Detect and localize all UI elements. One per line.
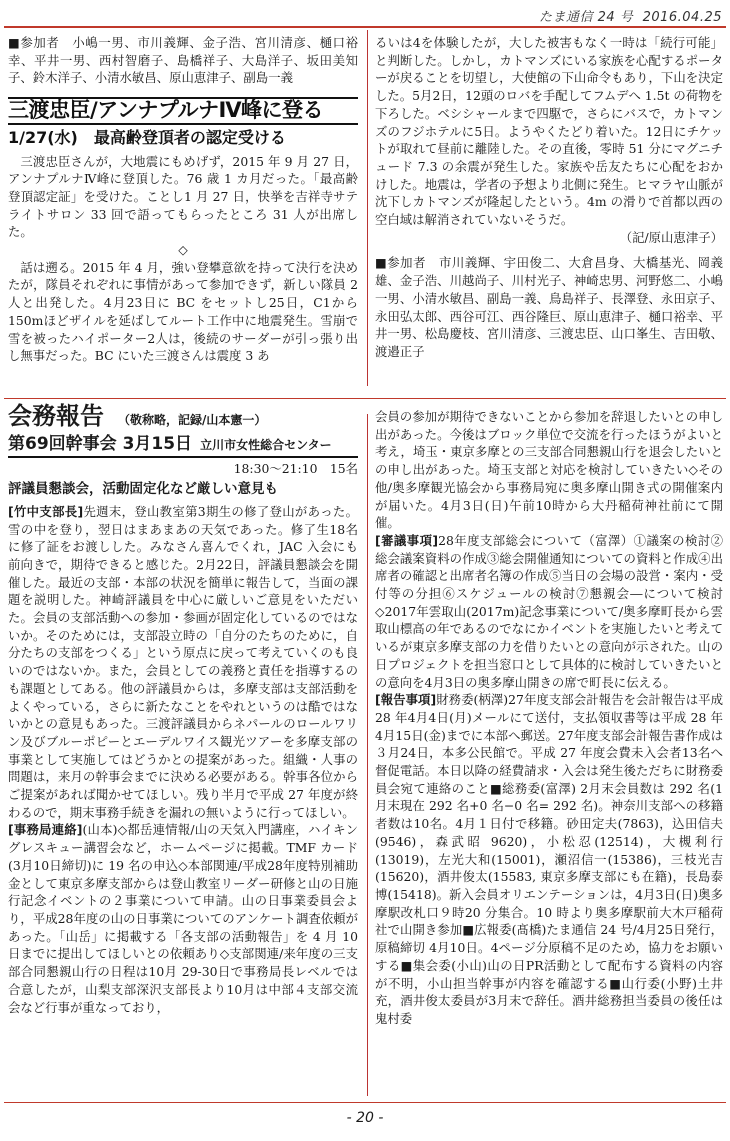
story-paragraph-3: るいは4を体験したが，大した被害もなく一時は「続行可能」と判断した。しかし，カトマンズにいる家族を心配するポーターが戻ることを切望し，大使館の下山命令もあり，下山を決定した。5月2日，12頭のロバを手配してフムデへ 1.5t の荷物を下ろした。ベシシャールまで四駆で，さらにバスで，カトマンズのフジホテルに5日。ようやくたどり着いた。12日にチケットが取れて昼前に離陸した。その直後，零時 51 分にマグニチュード 7.3 の余震が発生した。家族や岳友たちに心配をおかけした。地震は，学者の予想より北側に発生。ヒマラヤ山脈が沈下しカトマンズが隆起したという。4m の滑りで首都以西の空白域は解消されていないそうだ。 — [375, 35, 723, 228]
report-text-4: 28年度支部総会について（富澤）①議案の検討②総会議案資料の作成③総会開催通知についての資料と作成④出席者の確認と出席者名簿の作成⑤当日の会場の設営・案内・受付等の分担⑥スケジュールの検討⑦懇親会―について検討◇2017年雲取山(2017m)記念事業について/奥多摩町長から雲取山標高の年であるのでなにかイベントを実施したいと考えているが東京多摩支部の力を借りたいとの意向が示された。山の日プロジェクトを担当窓口として具体的に検討していきたいとの意向を4月3日の奥多摩山開きの席で町長に伝える。 — [375, 532, 723, 690]
story-separator: ◇ — [178, 242, 188, 258]
column-divider-bottom — [367, 414, 368, 1096]
story-author: （記/原山恵津子） — [619, 229, 723, 245]
meeting-time: 18:30～21:10 15名 — [233, 461, 358, 477]
report-title: 会務報告 — [8, 402, 104, 430]
tag-reports: [報告事項] — [375, 692, 437, 708]
meeting-heading — [8, 433, 358, 459]
tag-deliberation: [審議事項] — [375, 532, 439, 548]
report-column-right — [375, 408, 723, 1028]
issue-label: たま通信 24 号 — [538, 10, 634, 25]
story-subtitle: 1/27(水) 最高齢登頂者の認定受ける — [8, 127, 286, 147]
story-paragraph-1: 三渡忠臣さんが，大地震にもめげず，2015 年 9 月 27 日，アンナプルナⅣ峰に登頂した。76 歳 1 カ月だった。「最高齢登頂認定証」を受けた。ことし1 月 27 日，快挙を吉祥寺サテライトサロン 33 回で語ってもらったところ 31 人が出席した。 — [8, 153, 358, 240]
footer-rule — [4, 1102, 726, 1103]
report-subtitle: （敬称略，記録/山本憲一） — [118, 413, 267, 427]
report-text-5: 財務委(柄澤)27年度支部会計報告を会計報告は平成 28 年4月4日(月)メールにて送付，支払領収書等は平成 28 年4月15日(金)までに本部へ郵送。27年度支部会計報告書作成は３月24日，本多公民館で。平成 27 年度会費未入会者13名へ督促電話。本日以降の経費請求・入会は発生後ただちに財務委員会宛て連絡のこと■総務委(富澤) 2月末会員数は 292 名(1月末現在 292 名+0 名−0 名= 292 名)。神奈川支部への移籍者数は10名。4月１日付で移籍。砂田定夫(7863)，込田信夫(9546)，森武昭 9620)，小松忍(12514)，大槻利行(13019)，左光大和(15001)，瀬沼信一(15386)，三枝光吉(15620)，酒井俊太(15583, 東京多摩支部にも在籍)，長島泰博(15418)。新入会員オリエンテーションは，4月3日(日)奥多摩駅改札口９時20 分集合。10 時より奥多摩駅前大木戸稲荷社で山開き参加■広報委(髙橋)たま通信 24 号/4月25日発行，原稿締切 4月10日。4ページ分原稿不足のため，協力をお願いする■集会委(小山)山の日PR活動として配布する資料の内容が不明，小山担当幹事が内容を確認する■山行委(小野)土井充，酒井俊太委員が3月末で辞任。酒井総務担当委員の後任は鬼村委 — [375, 692, 724, 1026]
report-text-2: (山本)◇都岳連情報/山の天気入門講座，ハイキングレスキュー講習会など，ホームページに掲載。TMF カード(3月10日締切)に 19 名の申込◇本部関連/平成28年度特別補助金として東京多摩支部からは登山教室リーダー研修と山の日施行記念イベントの２事業について申請。山の日事業委員会より，平成28年度の山の日事業についてのアンケート調査依頼があった。「山岳」に掲載する「各支部の活動報告」を 4 月 10 日までに提出してほしいとの依頼あり◇支部関連/来年度の三支部合同懇親山行の日程は10月 29-30日で事務局長レベルでは合意したが，山梨支部深沢支部長より10月は中部４支部交流会など行事が重なっており， — [8, 822, 358, 1015]
issue-date: 2016.04.25 — [642, 10, 722, 25]
tag-secretariat: [事務局連絡] — [8, 822, 83, 838]
meeting-location: 立川市女性総合センター — [200, 437, 332, 452]
participants-top: ■参加者 小嶋一男、市川義輝、金子浩、宮川清彦、樋口裕幸、平井一男、西村智磨子、島橋祥子、大島洋子、坂田美知子、鈴木洋子、小清水敏昌、原山恵津子、副島一義 — [8, 35, 358, 86]
column-divider-top — [367, 30, 368, 386]
meeting-title: 第69回幹事会 3月15日 — [8, 433, 193, 454]
page-number: - 20 - — [346, 1110, 384, 1126]
tag-branch-head: [竹中支部長] — [8, 503, 84, 519]
report-item-4 — [375, 532, 723, 691]
page-header — [539, 6, 722, 25]
report-item-1 — [8, 503, 358, 822]
header-rule — [4, 26, 726, 28]
story-title: 三渡忠臣/アンナプルナⅣ峰に登る — [8, 97, 358, 125]
report-column-left — [8, 402, 358, 1016]
story-column-right — [375, 34, 723, 361]
report-subhead: 評議員懇談会，活動固定化など厳しい意見も — [8, 481, 278, 498]
report-item-2 — [8, 821, 358, 1016]
section-divider — [4, 398, 726, 399]
report-item-5 — [375, 691, 723, 1027]
participants-right: ■参加者 市川義輝、宇田俊二、大倉昌身、大橋基光、岡義雄、金子浩、川越尚子、川村光子、神崎忠男、河野悠二、小嶋一男、小清水敏昌、副島一義、鳥島祥子、長澤登、永田京子、永田弘太郎、西谷可江、西谷隆巨、原山恵津子、樋口裕幸、平井一男、松島慶枝、宮川清彦、三渡忠臣、山口峯生、吉田敬、渡邉正子 — [375, 255, 723, 359]
story-column-left — [8, 34, 358, 365]
report-text-3: 会員の参加が期待できないことから参加を辞退したいとの申し出があった。今後はブロック単位で交流を行ったほうがよいと考え，埼玉・東京多摩との三支部合同懇親山行を退会したいとの申し出があった。埼玉支部と対応を検討していきたい◇その他/奥多摩観光協会から事務局宛に奥多摩山開き式の開催案内が届いた。4月3日(日)午前10時から大丹稲荷神社前にて開催。 — [375, 409, 723, 531]
story-paragraph-2: 話は遡る。2015 年 4 月，強い登攀意欲を持って決行を決めたが，隊員それぞれに事情があって参加できず，新しい隊員 2 人と出発した。4月23日に BC をセットし25日，C1から150mほどザイルを延ばしてルート工作中に地震発生。雪崩で雪を被ったハイポーター2人は，後続のサーダーが引っ張り出し無事だった。BC にいた三渡さんは震度 3 あ — [8, 259, 358, 364]
report-text-1: 先週末，登山教室第3期生の修了登山があった。雪の中を登り，翌日はまあまあの天気であった。修了生18名に修了証をお渡しした。みなさん喜んでくれ，JAC 入会にも前向きで，期待できると感じた。2月22日，評議員懇談会を開催した。最近の支部・本部の状況を簡単に報告して，当面の課題を説明した。神崎評議員を中心に厳しいご意見をいただいた。会員の支部活動への参加・参画が固定化しているのではないか。そのためには，支部設立時の「自分のたちのために，自分たちの支部をつくる」という原点に戻って考えていくのも良いのではないか。また，会員としての義務と責任を指導するのも課題としてある。他の評議員からは，多摩支部は支部活動をよくやっている，さらに新たなことをやれというのは酷ではないかとの意見もあった。三渡評議員からネパールのロールワリン及びブルーポピーとエーデルワイス観光ツアーを多摩支部の事業として実施してはどうかとの提案があった。組織・人事の問題は，来月の幹事会までに決める必要がある。幹事各位からご提案があれば聞かせてほしい。残り半月で平成 27 年度が終わるので，期末事務手続きを漏れの無いように行ってほしい。 — [8, 503, 358, 820]
